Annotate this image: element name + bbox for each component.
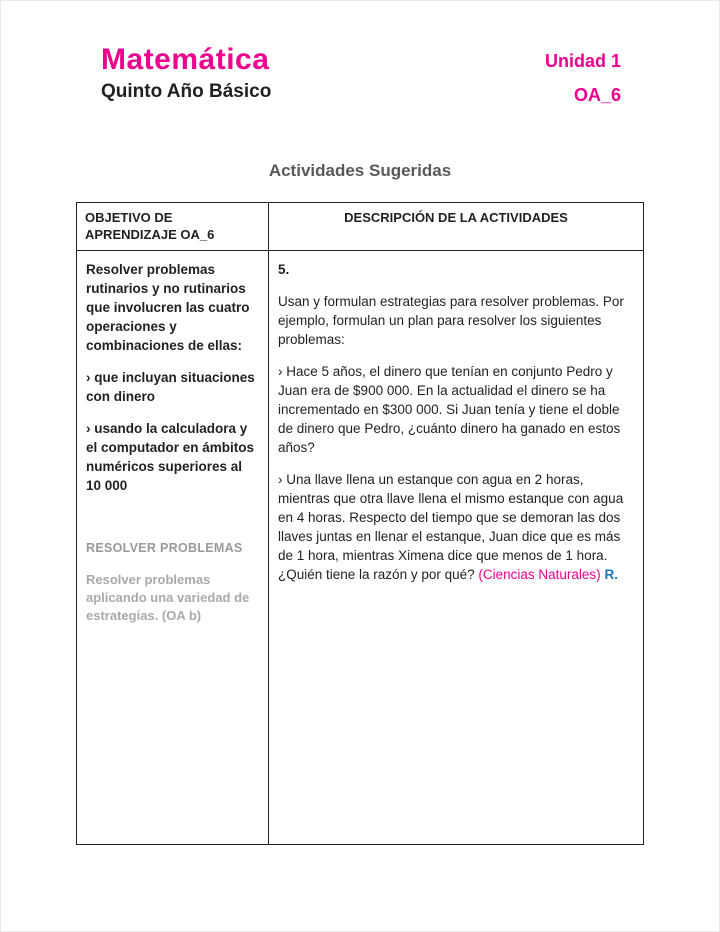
document-subtitle: Quinto Año Básico — [101, 81, 272, 102]
skill-text: Resolver problemas aplicando una variedad de estrategias. (OA b) — [86, 572, 250, 623]
oa-code-label: OA_6 — [573, 85, 621, 105]
activity-intro: Usan y formulan estrategias para resolver problemas. Por ejemplo, formulan un plan para resolver los siguientes problemas: — [278, 294, 624, 347]
subject-tag: (Ciencias Naturales) — [478, 567, 601, 582]
section-title: Actividades Sugeridas — [268, 161, 452, 180]
activity-problem-2-text: › Una llave llena un estanque con agua en 2 horas, mientras que otra llave llena el mismo estanque con agua en 4 horas. Respecto del tiempo que se demoran las dos llaves juntas en llenar el estanque, Juan dice que es más de 1 hora, mientras Ximena dice que menos de 1 hora. ¿Quién tiene la razón y por qué? — [278, 472, 624, 582]
table-header-description: DESCRIPCIÓN DE LA ACTIVIDADES — [269, 203, 643, 251]
objective-intro: Resolver problemas rutinarios y no rutinarios que involucren las cuatro operaciones y combinaciones de ellas: — [86, 262, 250, 353]
page-header — [101, 43, 621, 107]
activity-cell — [269, 251, 643, 844]
objective-bullet-calculator: › usando la calculadora y el computador en ámbitos numéricos superiores al 10 000 — [86, 421, 255, 493]
skill-title: RESOLVER PROBLEMAS — [86, 541, 243, 555]
activity-number: 5. — [278, 262, 290, 277]
objective-cell — [77, 251, 269, 844]
objective-bullet-money: › que incluyan situaciones con dinero — [86, 370, 255, 404]
skill-block — [86, 539, 259, 625]
activities-table — [76, 202, 644, 845]
header-right — [545, 43, 621, 107]
table-header-objective: OBJETIVO DE APRENDIZAJE OA_6 — [77, 203, 269, 251]
activity-problem-1: › Hace 5 años, el dinero que tenían en conjunto Pedro y Juan era de $900 000. En la actualidad el dinero se ha incrementado en $300 000. Si Juan tenía y tiene el doble de dinero que Pedro, ¿cuánto dinero ha ganado en estos años? — [278, 364, 621, 455]
header-left — [101, 43, 271, 105]
answer-reference: R. — [604, 567, 618, 582]
activity-problem-2 — [278, 470, 634, 584]
unit-label: Unidad 1 — [544, 51, 621, 71]
document-title: Matemática — [101, 43, 270, 76]
